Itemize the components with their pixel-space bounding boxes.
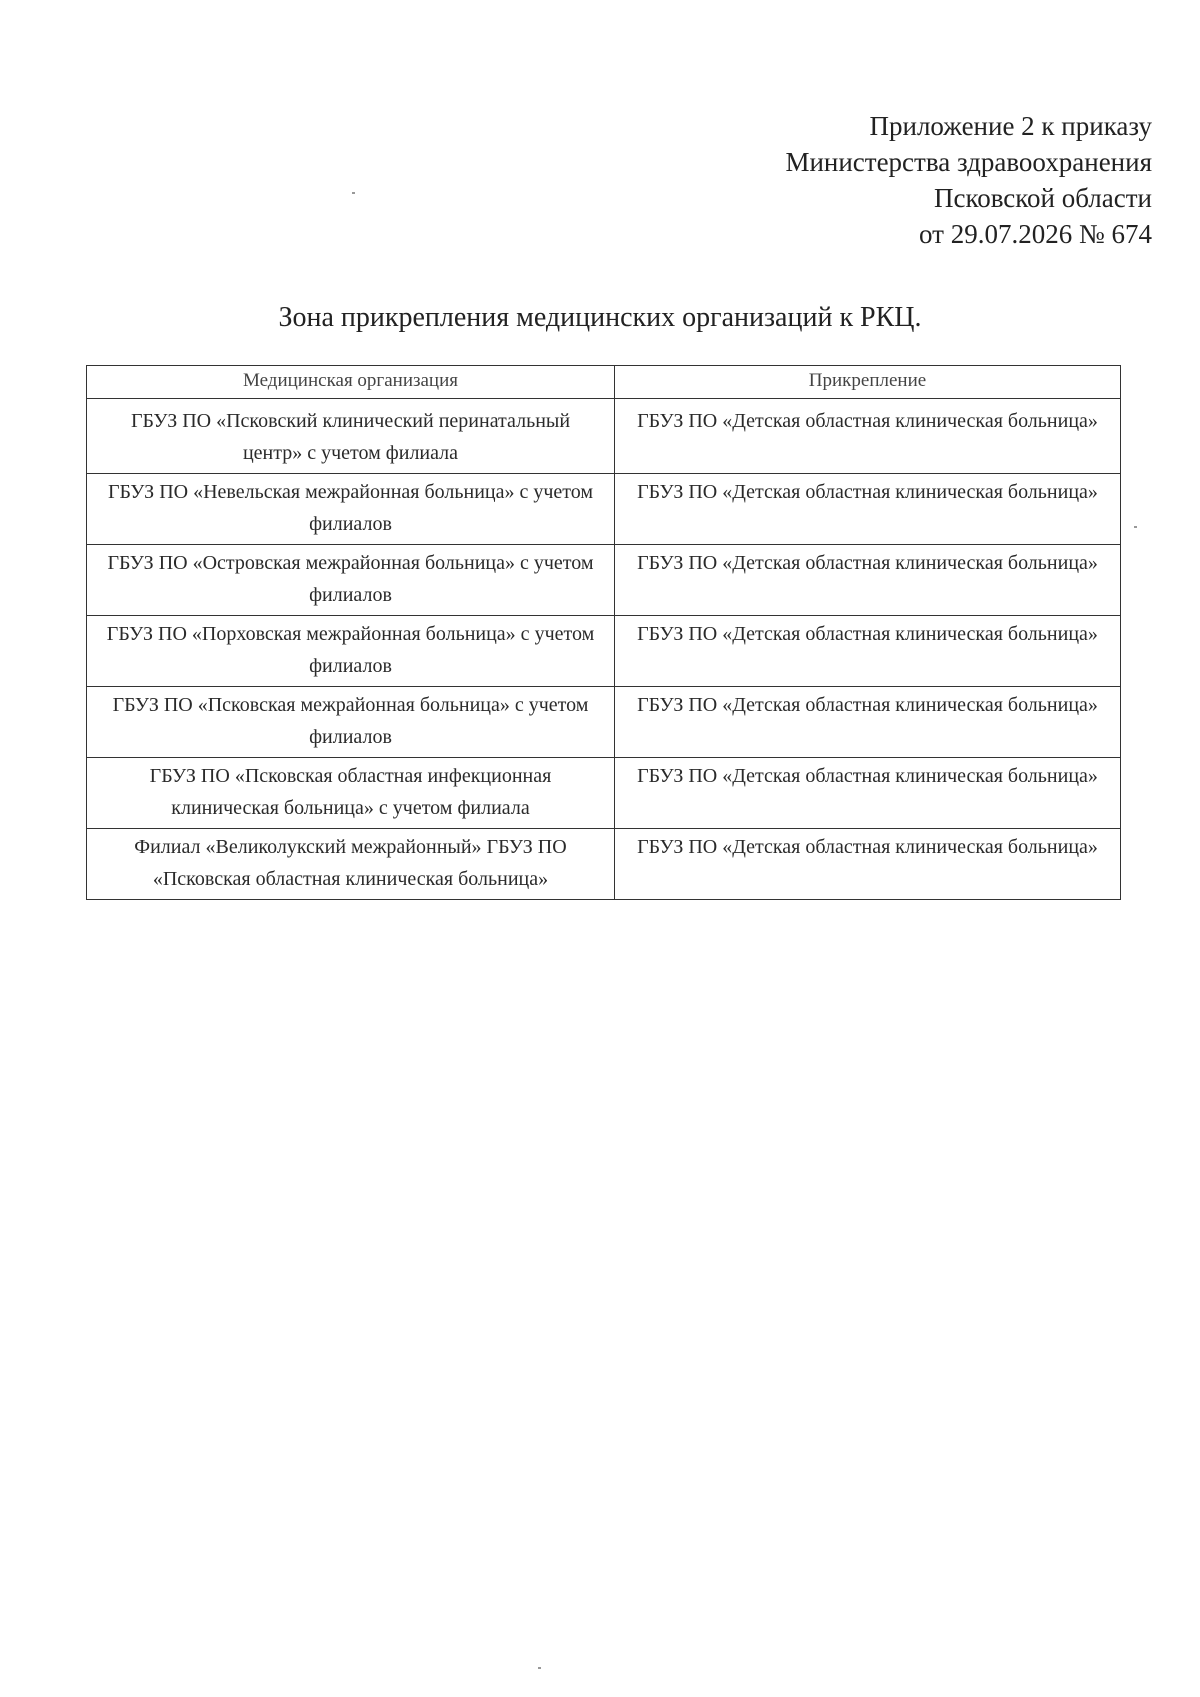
organization-cell: ГБУЗ ПО «Порховская межрайонная больница» с учетом филиалов [87,616,615,687]
organization-cell: Филиал «Великолукский межрайонный» ГБУЗ ПО «Псковская областная клиническая больница» [87,829,615,900]
table-row [87,474,1121,545]
attachment-cell: ГБУЗ ПО «Детская областная клиническая больница» [615,616,1121,687]
table-row [87,399,1121,474]
table-row [87,616,1121,687]
table-row [87,758,1121,829]
organization-cell: ГБУЗ ПО «Островская межрайонная больница» с учетом филиалов [87,545,615,616]
attachment-cell: ГБУЗ ПО «Детская областная клиническая больница» [615,474,1121,545]
organization-cell: ГБУЗ ПО «Невельская межрайонная больница» с учетом филиалов [87,474,615,545]
attachment-cell: ГБУЗ ПО «Детская областная клиническая больница» [615,758,1121,829]
appendix-header-line-1: Приложение 2 к приказу [869,111,1152,141]
column-header-attachment: Прикрепление [615,366,1121,399]
appendix-header-line-2: Министерства здравоохранения [785,147,1152,177]
organization-cell: ГБУЗ ПО «Псковский клинический перинатальный центр» с учетом филиала [87,399,615,474]
attachment-cell: ГБУЗ ПО «Детская областная клиническая больница» [615,687,1121,758]
table-row [87,829,1121,900]
document-title: Зона прикрепления медицинских организаций к РКЦ. [278,302,922,333]
appendix-header [785,108,1152,252]
table-header-row [87,366,1121,399]
organization-cell: ГБУЗ ПО «Псковская межрайонная больница» с учетом филиалов [87,687,615,758]
attachment-cell: ГБУЗ ПО «Детская областная клиническая больница» [615,829,1121,900]
scan-speck [1134,526,1137,528]
table-row [87,687,1121,758]
column-header-organization: Медицинская организация [87,366,615,399]
organization-cell: ГБУЗ ПО «Псковская областная инфекционная клиническая больница» с учетом филиала [87,758,615,829]
scan-speck [538,1667,541,1669]
attachment-cell: ГБУЗ ПО «Детская областная клиническая больница» [615,545,1121,616]
attachment-table-container [86,365,1120,900]
attachment-cell: ГБУЗ ПО «Детская областная клиническая больница» [615,399,1121,474]
table-row [87,545,1121,616]
attachment-table [86,365,1121,900]
appendix-header-line-3: Псковской области [933,183,1152,213]
appendix-header-line-4: от 29.07.2026 № 674 [919,219,1152,249]
scan-speck [352,192,355,194]
